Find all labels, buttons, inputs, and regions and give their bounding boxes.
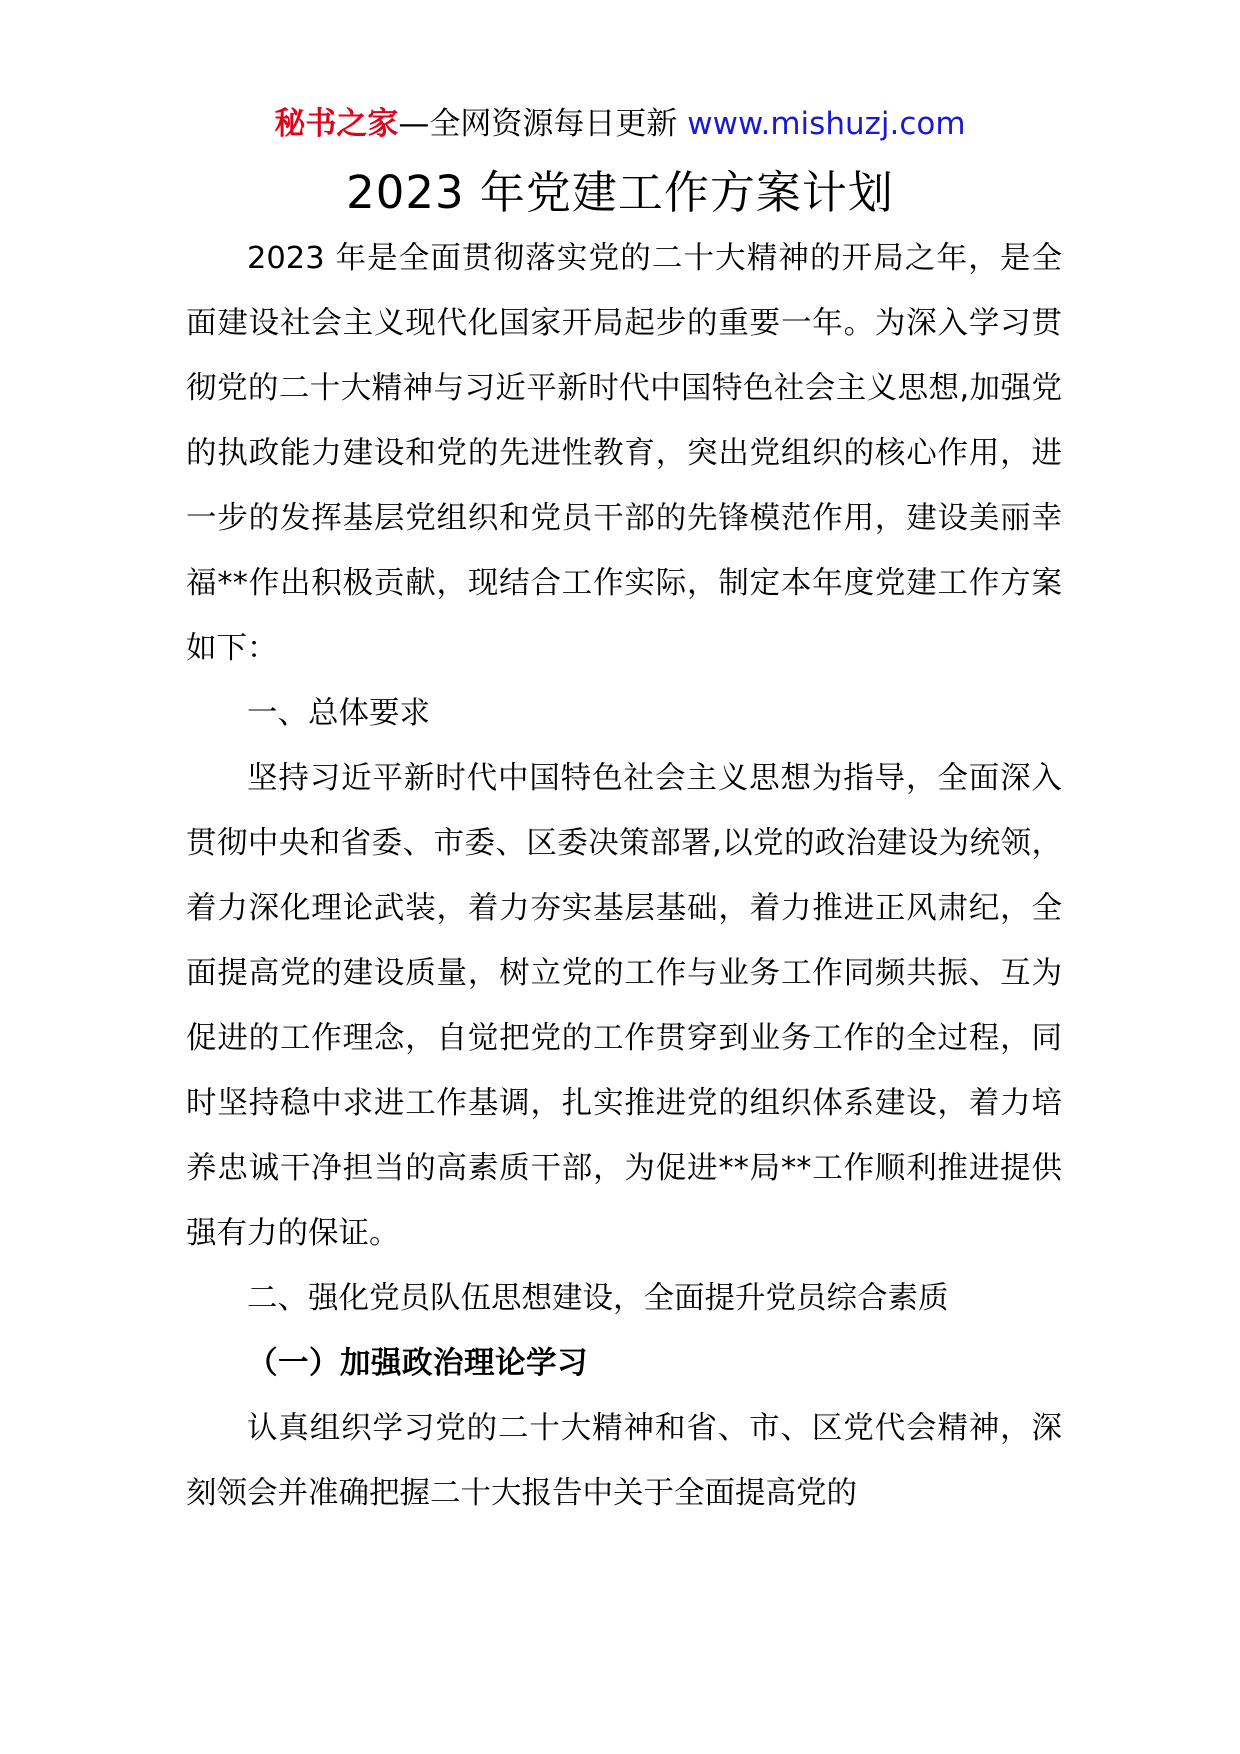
site-url-link[interactable]: www.mishuzj.com [687, 106, 966, 142]
intro-paragraph: 2023 年是全面贯彻落实党的二十大精神的开局之年，是全面建设社会主义现代化国家开局起步的重要一年。为深入学习贯彻党的二十大精神与习近平新时代中国特色社会主义思想,加强党的执政能力建设和党的先进性教育，突出党组织的核心作用，进一步的发挥基层党组织和党员干部的先锋模范作用，建设美丽幸福**作出积极贡献，现结合工作实际，制定本年度党建工作方案如下： [186, 241, 1062, 666]
section-1-paragraph: 坚持习近平新时代中国特色社会主义思想为指导，全面深入贯彻中央和省委、市委、区委决策部署,以党的政治建设为统领，着力深化理论武装，着力夯实基层基础，着力推进正风肃纪，全面提高党的建设质量，树立党的工作与业务工作同频共振、互为促进的工作理念，自觉把党的工作贯穿到业务工作的全过程，同时坚持稳中求进工作基调，扎实推进党的组织体系建设，着力培养忠诚干净担当的高素质干部，为促进**局**工作顺利推进提供强有力的保证。 [186, 761, 1062, 1251]
document-body [186, 226, 1062, 1526]
section-2-heading: 二、强化党员队伍思想建设，全面提升党员综合素质 [247, 1281, 949, 1316]
banner-tagline: —全网资源每日更新 [398, 106, 688, 142]
section-2-sub-1-paragraph: 认真组织学习党的二十大精神和省、市、区党代会精神，深刻领会并准确把握二十大报告中关于全面提高党的 [186, 1411, 1062, 1511]
brand-name: 秘书之家 [274, 106, 399, 142]
section-1-heading: 一、总体要求 [247, 696, 430, 731]
site-banner [0, 102, 1240, 146]
document-title: 2023 年党建工作方案计划 [346, 166, 894, 219]
section-2-subheading-1: （一）加强政治理论学习 [247, 1346, 588, 1381]
